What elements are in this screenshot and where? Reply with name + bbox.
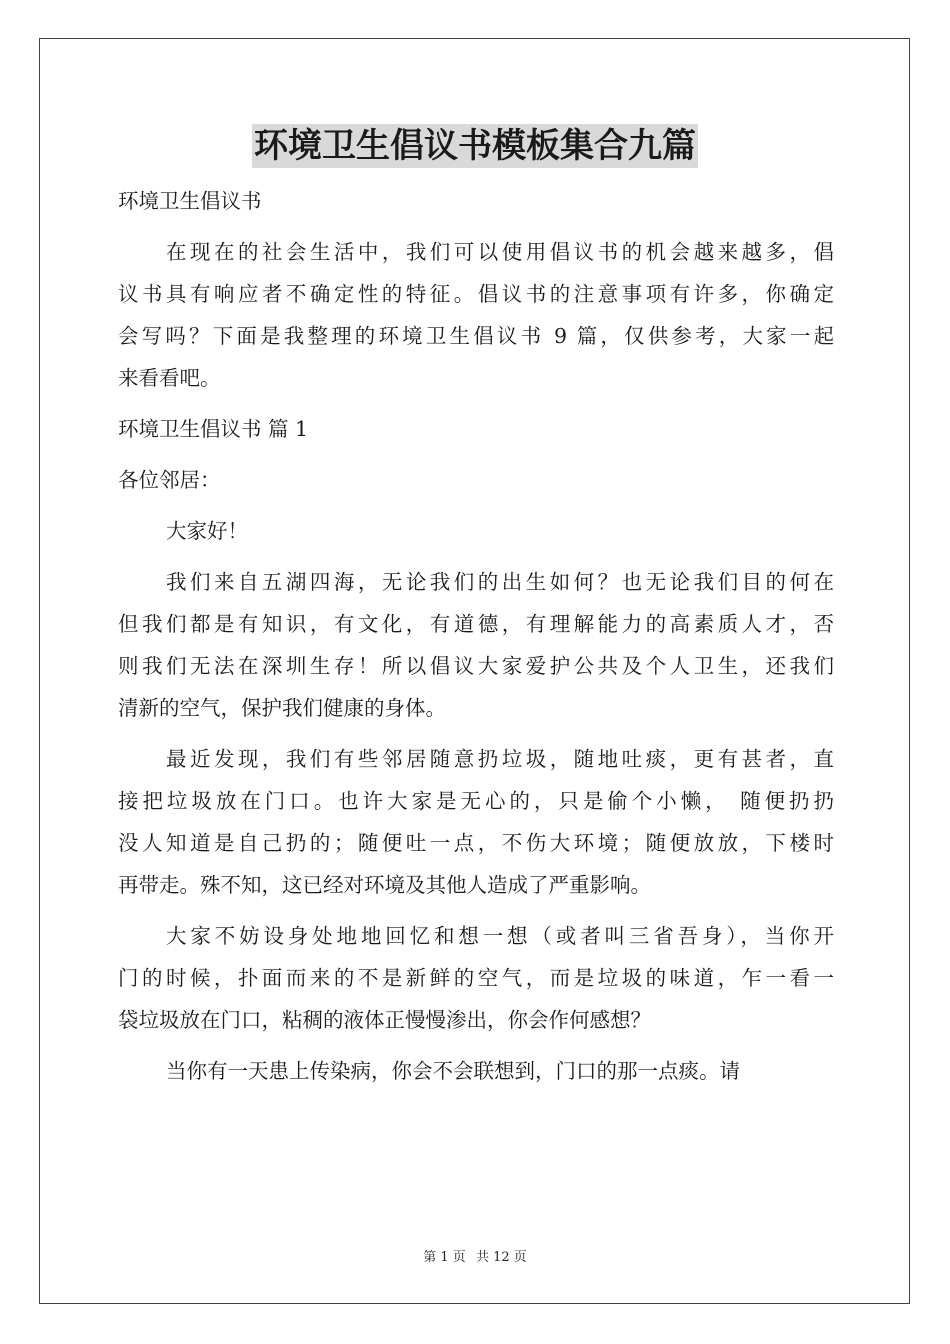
paragraph-gap (118, 399, 834, 408)
paragraph-gap (118, 729, 834, 738)
paragraph (118, 561, 834, 729)
text-line: 我们来自五湖四海，无论我们的出生如何？也无论我们目的何在 (166, 570, 834, 594)
text-line: 但我们都是有知识，有文化，有道德，有理解能力的高素质人才，否 (118, 612, 834, 636)
paragraph-gap (118, 1041, 834, 1050)
text-line: 最近发现，我们有些邻居随意扔垃圾，随地吐痰，更有甚者，直 (166, 747, 834, 771)
document-body (118, 180, 834, 1092)
paragraph (118, 180, 834, 222)
text-line: 大家好！ (166, 519, 248, 543)
paragraph-gap (118, 222, 834, 231)
page-footer (0, 1246, 950, 1265)
page-total: 共 12 页 (475, 1250, 527, 1265)
paragraph (118, 915, 834, 1041)
text-line: 议书具有响应者不确定性的特征。倡议书的注意事项有许多，你确定 (118, 282, 834, 306)
paragraph (118, 738, 834, 906)
text-line: 再带走。殊不知，这已经对环境及其他人造成了严重影响。 (118, 873, 651, 897)
page-title: 环境卫生倡议书模板集合九篇 (254, 126, 696, 166)
paragraph-gap (118, 906, 834, 915)
text-line: 各位邻居： (118, 468, 221, 492)
paragraph-gap (118, 501, 834, 510)
text-line: 环境卫生倡议书 篇 1 (118, 417, 309, 441)
text-line: 没人知道是自己扔的；随便吐一点，不伤大环境；随便放放，下楼时 (118, 831, 834, 855)
text-line: 会写吗？下面是我整理的环境卫生倡议书 9 篇，仅供参考，大家一起 (118, 324, 834, 348)
title-wrap (0, 124, 950, 168)
text-line: 门的时候，扑面而来的不是新鲜的空气，而是垃圾的味道，乍一看一 (118, 966, 834, 990)
text-line: 大家不妨设身处地地回忆和想一想（或者叫三省吾身），当你开 (166, 924, 834, 948)
text-line: 当你有一天患上传染病，你会不会联想到，门口的那一点痰。请 (166, 1059, 740, 1083)
text-line: 环境卫生倡议书 (118, 189, 262, 213)
paragraph (118, 459, 834, 501)
paragraph-gap (118, 450, 834, 459)
paragraph (118, 231, 834, 399)
text-line: 在现在的社会生活中，我们可以使用倡议书的机会越来越多，倡 (166, 240, 834, 264)
page-number: 第 1 页 (423, 1250, 466, 1265)
paragraph (118, 1050, 834, 1092)
text-line: 袋垃圾放在门口，粘稠的液体正慢慢渗出，你会作何感想？ (118, 1008, 651, 1032)
text-line: 来看看吧。 (118, 366, 221, 390)
paragraph-gap (118, 552, 834, 561)
text-line: 则我们无法在深圳生存！所以倡议大家爱护公共及个人卫生，还我们 (118, 654, 834, 678)
text-line: 接把垃圾放在门口。也许大家是无心的，只是偷个小懒， 随便扔扔 (118, 789, 834, 813)
text-line: 清新的空气，保护我们健康的身体。 (118, 696, 446, 720)
paragraph (118, 510, 834, 552)
paragraph (118, 408, 834, 450)
